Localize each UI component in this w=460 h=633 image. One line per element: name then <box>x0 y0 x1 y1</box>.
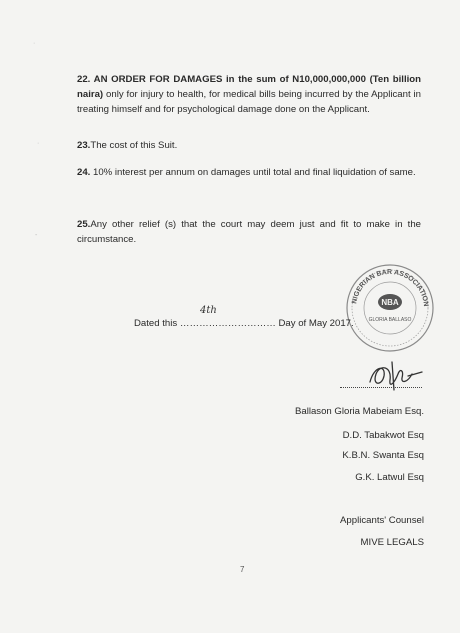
handwritten-day: 4th <box>200 305 217 316</box>
item-number: 25. <box>77 219 91 230</box>
signature-line <box>340 387 422 388</box>
item-text: The cost of this Suit. <box>90 140 178 151</box>
signatory-name: K.B.N. Swanta Esq <box>342 450 424 461</box>
relief-item-22 <box>77 72 421 118</box>
nba-stamp <box>344 262 436 354</box>
margin-mark: · <box>33 40 36 47</box>
item-text: only for injury to health, for medical bills being incurred by the Applicant in treating himself and for psychological damage done on the Applicant. <box>77 89 421 116</box>
stamp-outer-text: NIGERIAN BAR ASSOCIATION <box>351 268 430 307</box>
stamp-name-text: GLORIA BALLASO <box>368 317 412 323</box>
dated-dots: ………………………… <box>179 318 276 329</box>
dated-prefix: Dated this <box>134 318 178 329</box>
firm-name: MIVE LEGALS <box>360 537 424 548</box>
dated-suffix: Day of May 2017. <box>278 318 354 329</box>
item-bold-lead: AN ORDER FOR DAMAGES in the sum of N10,000,000,000 (Ten billion naira) <box>77 74 421 101</box>
signatory-name: G.K. Latwul Esq <box>355 472 424 483</box>
item-text: Any other relief (s) that the court may deem just and fit to make in the circumstance. <box>77 219 421 246</box>
item-text: 10% interest per annum on damages until total and final liquidation of same. <box>90 167 416 178</box>
item-number: 22. <box>77 74 91 85</box>
margin-mark: · <box>37 140 40 147</box>
dated-line <box>134 318 354 330</box>
item-number: 23. <box>77 140 91 151</box>
relief-item-24 <box>77 165 421 180</box>
counsel-label: Applicants' Counsel <box>340 515 424 526</box>
margin-mark: - <box>35 232 38 239</box>
stamp-center-text: NBA <box>381 298 399 307</box>
relief-item-23 <box>77 138 421 153</box>
signatory-name: Ballason Gloria Mabeiam Esq. <box>294 406 424 417</box>
relief-item-25 <box>77 217 421 247</box>
page-number: 7 <box>240 565 245 574</box>
signatory-name: D.D. Tabakwot Esq <box>342 430 424 441</box>
item-number: 24. <box>77 167 91 178</box>
